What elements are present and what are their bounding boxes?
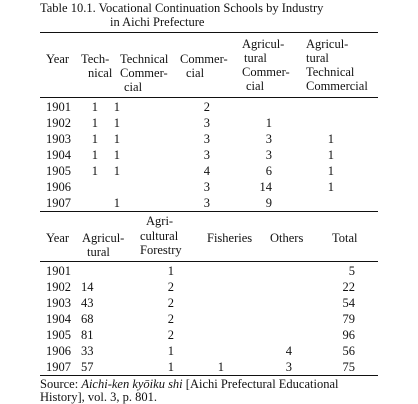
header-agri-forestry-l3: Forestry	[140, 243, 182, 257]
header-fisheries: Fisheries	[207, 231, 253, 245]
table2-total: 56	[342, 344, 355, 358]
table1-technical: 1	[91, 116, 98, 130]
table1-agri-tech-commercial: 1	[327, 148, 334, 162]
table1-agricultural-commercial: 6	[265, 164, 272, 178]
table1-commercial: 3	[203, 196, 210, 210]
table1-agricultural-commercial: 1	[265, 116, 272, 130]
header-agricultural-l1: Agricul-	[82, 231, 125, 245]
table1-agri-tech-commercial: 1	[327, 180, 334, 194]
header-agri-tech-commercial-l2: tural	[306, 51, 329, 65]
table1-technical: 1	[91, 148, 98, 162]
table1-agri-tech-commercial: 1	[327, 164, 334, 178]
table2-agricultural: 33	[81, 344, 94, 358]
table1-commercial: 4	[203, 164, 210, 178]
source-label: Source:	[40, 377, 79, 391]
header-agricultural-commercial-l3: Commer-	[242, 65, 290, 79]
table1-agri-tech-commercial: 1	[327, 132, 334, 146]
table2-total: 5	[348, 264, 355, 278]
table1-year: 1904	[46, 148, 71, 162]
table2-year: 1901	[46, 264, 71, 278]
table2-agricultural: 43	[81, 296, 94, 310]
table2-total: 54	[342, 296, 355, 310]
table1-year: 1903	[46, 132, 71, 146]
table1-commercial: 3	[203, 180, 210, 194]
table2-agri-forestry: 2	[167, 312, 174, 326]
table2-agricultural: 68	[81, 312, 94, 326]
table1-commercial: 2	[203, 100, 210, 114]
table1-technical-commercial: 1	[113, 164, 120, 178]
header-technical-commercial-l1: Technical	[120, 52, 169, 66]
header-total: Total	[332, 231, 358, 245]
table2-agri-forestry: 1	[167, 360, 174, 374]
table1-technical: 1	[91, 164, 98, 178]
section-rule	[40, 211, 378, 212]
header-technical-l1: Tech-	[81, 52, 110, 66]
header-agri-forestry-l2: cultural	[140, 229, 179, 243]
table1-agricultural-commercial: 3	[265, 132, 272, 146]
table2-total: 22	[342, 280, 355, 294]
header-agri-tech-commercial-l3: Technical	[306, 65, 355, 79]
header-agri-forestry-l1: Agri-	[146, 214, 174, 228]
bottom-rule	[40, 375, 378, 376]
header-agricultural-commercial-l2: tural	[244, 51, 267, 65]
header-commercial-l2: cial	[186, 66, 205, 80]
table1-year: 1907	[46, 196, 71, 210]
header-technical-l2: nical	[88, 66, 113, 80]
header-technical-commercial-l3: cial	[124, 80, 143, 94]
table1-technical-commercial: 1	[113, 100, 120, 114]
header-year-1: Year	[46, 52, 70, 66]
header-agricultural-l2: tural	[87, 245, 110, 259]
table1-year: 1906	[46, 180, 71, 194]
table2-agri-forestry: 1	[167, 264, 174, 278]
table2-agri-forestry: 1	[167, 344, 174, 358]
table1-technical-commercial: 1	[113, 132, 120, 146]
table1-technical-commercial: 1	[113, 116, 120, 130]
table1-commercial: 3	[203, 148, 210, 162]
table2-year: 1904	[46, 312, 71, 326]
header-technical-commercial-l2: Commer-	[120, 66, 168, 80]
table2-total: 75	[342, 360, 355, 374]
header-agricultural-commercial-l4: cial	[246, 79, 265, 93]
header-agricultural-commercial-l1: Agricul-	[242, 37, 285, 51]
table1-year: 1901	[46, 100, 71, 114]
table2-agricultural: 14	[81, 280, 94, 294]
table1-commercial: 3	[203, 132, 210, 146]
header-agri-tech-commercial-l4: Commercial	[306, 79, 368, 93]
table2-agricultural: 57	[81, 360, 94, 374]
header-year-2: Year	[46, 231, 70, 245]
table1-technical: 1	[91, 100, 98, 114]
table2-fisheries: 1	[217, 360, 224, 374]
table2-total: 79	[342, 312, 355, 326]
table1-year: 1905	[46, 164, 71, 178]
table2-year: 1907	[46, 360, 71, 374]
table1-technical: 1	[91, 132, 98, 146]
table2-others: 3	[285, 360, 292, 374]
table2-total: 96	[342, 328, 355, 342]
table2-year: 1903	[46, 296, 71, 310]
table2-agri-forestry: 2	[167, 328, 174, 342]
table-title-line-1: Table 10.1. Vocational Continuation Schools by Industry	[40, 1, 324, 15]
top-rule	[40, 32, 378, 33]
header-agri-tech-commercial-l1: Agricul-	[306, 37, 349, 51]
table2-agri-forestry: 2	[167, 280, 174, 294]
source-line-2: History], vol. 3, p. 801.	[40, 390, 158, 404]
table-title-line-2: in Aichi Prefecture	[110, 15, 205, 29]
table2-others: 4	[285, 344, 292, 358]
source-line-1	[40, 377, 339, 391]
table2-agricultural: 81	[81, 328, 94, 342]
table1-technical-commercial: 1	[113, 196, 120, 210]
source-rest: [Aichi Prefectural Educational	[185, 377, 339, 391]
header-others: Others	[270, 231, 304, 245]
header-commercial-l1: Commer-	[180, 52, 228, 66]
source-title: Aichi-ken kyōiku shi	[81, 377, 183, 391]
table1-agricultural-commercial: 14	[259, 180, 272, 194]
header-rule-2	[40, 261, 378, 262]
table1-agricultural-commercial: 9	[265, 196, 272, 210]
table1-agricultural-commercial: 3	[265, 148, 272, 162]
table2-year: 1902	[46, 280, 71, 294]
table2-year: 1905	[46, 328, 71, 342]
table2-agri-forestry: 2	[167, 296, 174, 310]
table2-year: 1906	[46, 344, 71, 358]
table1-commercial: 3	[203, 116, 210, 130]
header-rule-1	[40, 97, 378, 98]
table1-year: 1902	[46, 116, 71, 130]
table1-technical-commercial: 1	[113, 148, 120, 162]
